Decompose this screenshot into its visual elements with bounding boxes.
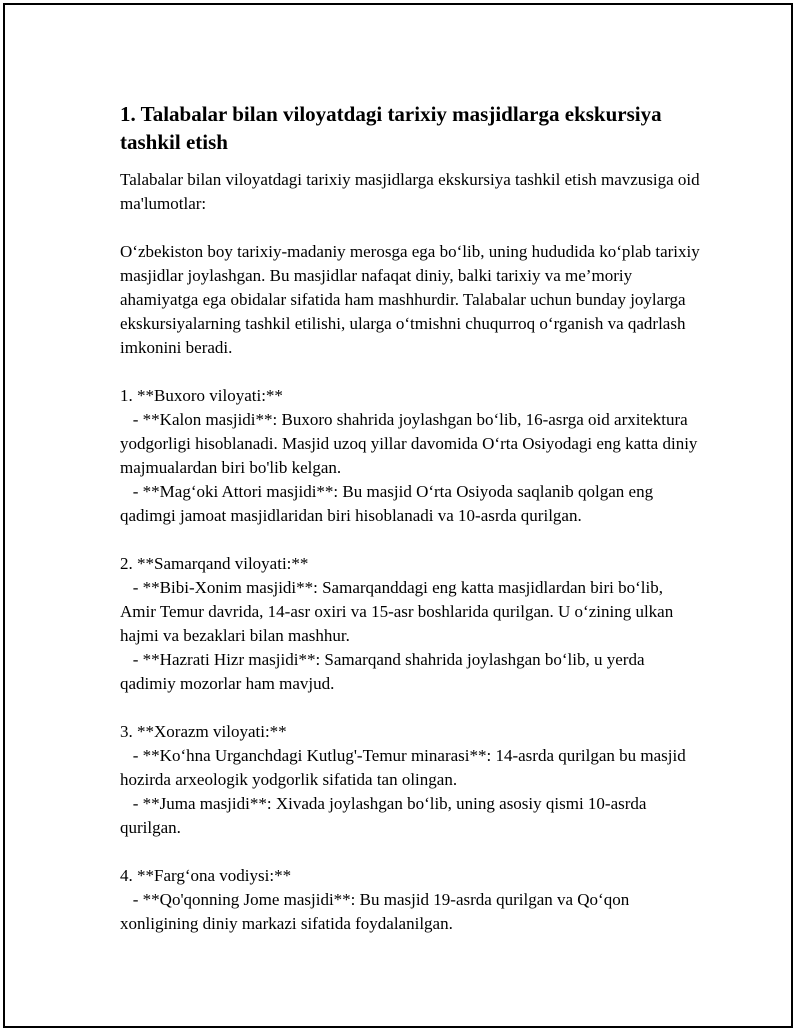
list-item: - **Bibi-Xonim masjidi**: Samarqanddagi eng katta masjidlardan biri bo‘lib, Amir Temur davrida, 14-asr oxiri va 15-asr boshlarida qurilgan. U o‘zining ulkan hajmi va bezaklari bilan mashhur. xyxy=(120,578,678,645)
spacer xyxy=(120,840,700,864)
list-item: - **Hazrati Hizr masjidi**: Samarqand shahrida joylashgan bo‘lib, u yerda qadimiy mozorlar ham mavjud. xyxy=(120,650,649,693)
section-heading: 1. **Buxoro viloyati:** xyxy=(120,386,283,405)
spacer xyxy=(120,528,700,552)
spacer xyxy=(120,216,700,240)
intro-paragraph: Talabalar bilan viloyatdagi tarixiy masjidlarga ekskursiya tashkil etish mavzusiga oid ma'lumotlar: xyxy=(120,170,704,213)
overview-paragraph: O‘zbekiston boy tarixiy-madaniy merosga ega bo‘lib, uning hududida ko‘plab tarixiy masjidlar joylashgan. Bu masjidlar nafaqat diniy, balki tarixiy va me’moriy ahamiyatga ega obidalar sifatida ham mashhurdir. Talabalar uchun bunday joylarga ekskursiyalarning tashkil etilishi, ularga o‘tmishni chuqurroq o‘rganish va qadrlash imkonini beradi. xyxy=(120,242,705,357)
document-title: 1. Talabalar bilan viloyatdagi tarixiy masjidlarga ekskursiya tashkil etish xyxy=(120,102,662,154)
spacer xyxy=(120,360,700,384)
section-fergana xyxy=(120,864,700,936)
spacer xyxy=(120,696,700,720)
list-item: - **Kalon masjidi**: Buxoro shahrida joylashgan bo‘lib, 16-asrga oid arxitektura yodgorligi hisoblanadi. Masjid uzoq yillar davomida O‘rta Osiyodagi eng katta diniy majmualardan biri bo'lib kelgan. xyxy=(120,410,702,477)
document-content xyxy=(120,100,705,936)
section-heading: 3. **Xorazm viloyati:** xyxy=(120,722,287,741)
section-bukhara xyxy=(120,384,700,528)
section-heading: 2. **Samarqand viloyati:** xyxy=(120,554,309,573)
section-heading: 4. **Farg‘ona vodiysi:** xyxy=(120,866,292,885)
document-page xyxy=(3,3,793,1028)
list-item: - **Qo'qonning Jome masjidi**: Bu masjid 19-asrda qurilgan va Qo‘qon xonligining diniy markazi sifatida foydalanilgan. xyxy=(120,890,634,933)
list-item: - **Ko‘hna Urganchdagi Kutlug'-Temur minarasi**: 14-asrda qurilgan bu masjid hozirda arxeologik yodgorlik sifatida tan olingan. xyxy=(120,746,690,789)
section-khorezm xyxy=(120,720,700,840)
list-item: - **Juma masjidi**: Xivada joylashgan bo‘lib, uning asosiy qismi 10-asrda qurilgan. xyxy=(120,794,651,837)
list-item: - **Mag‘oki Attori masjidi**: Bu masjid O‘rta Osiyoda saqlanib qolgan eng qadimgi jamoat masjidlaridan biri hisoblanadi va 10-asrda qurilgan. xyxy=(120,482,658,525)
section-samarkand xyxy=(120,552,700,696)
